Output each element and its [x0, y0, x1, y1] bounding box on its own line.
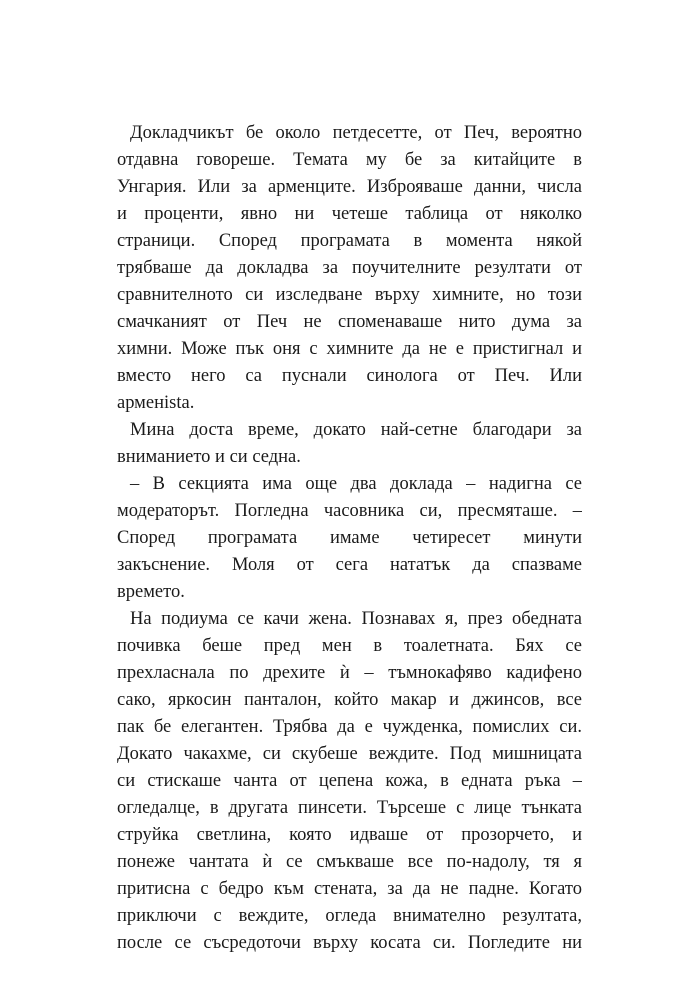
book-page — [117, 120, 582, 957]
text-line: вниманието и си седна. — [117, 447, 301, 467]
text-line: трябваше да докладва за поучителните резултати от — [117, 258, 582, 278]
paragraph-3 — [117, 471, 582, 606]
text-line: после се съсредоточи върху косата си. Погледите ни — [117, 933, 582, 953]
text-line: приключи с веждите, огледа внимателно резултата, — [117, 906, 582, 926]
text-line: химни. Може пък оня с химните да не е пристигнал и — [117, 339, 582, 359]
paragraph-2 — [117, 417, 582, 471]
paragraph-1 — [117, 120, 582, 417]
text-line: страници. Според програмата в момента някой — [117, 231, 582, 251]
text-line: Докато чакахме, си скубеше веждите. Под мишницата — [117, 744, 582, 764]
text-line: струйка светлина, която идваше от прозорчето, и — [117, 825, 582, 845]
text-line: почивка беше пред мен в тоалетната. Бях се — [117, 636, 582, 656]
text-line: арменista. — [117, 393, 195, 413]
text-line: закъснение. Моля от сега нататък да спазваме — [117, 555, 582, 575]
text-line: и проценти, явно ни четеше таблица от няколко — [117, 204, 582, 224]
text-line: си стискаше чанта от цепена кожа, в едната ръка – — [117, 771, 582, 791]
text-line: вместо него са пуснали синолога от Печ. Или — [117, 366, 582, 386]
text-line: отдавна говореше. Темата му бе за китайците в — [117, 150, 582, 170]
text-line: модераторът. Погледна часовника си, пресмяташе. – — [117, 501, 582, 521]
paragraph-4 — [117, 606, 582, 957]
text-line: пак бе елегантен. Трябва да е чужденка, помислих си. — [117, 717, 582, 737]
text-line: Според програмата имаме четиресет минути — [117, 528, 582, 548]
text-line: прехласнала по дрехите ѝ – тъмнокафяво кадифено — [117, 663, 582, 683]
text-line: Докладчикът бе около петдесетте, от Печ, вероятно — [130, 123, 582, 143]
text-line: – В секцията има още два доклада – надигна се — [130, 474, 582, 494]
text-line: Унгария. Или за арменците. Изброяваше данни, числа — [117, 177, 582, 197]
text-line: времето. — [117, 582, 185, 602]
text-line: смачканият от Печ не споменаваше нито дума за — [117, 312, 582, 332]
text-line: огледалце, в другата пинсети. Търсеше с лице тънката — [117, 798, 582, 818]
text-line: сравнителното си изследване върху химните, но този — [117, 285, 582, 305]
text-line: Мина доста време, докато най-сетне благодари за — [130, 420, 582, 440]
text-line: сако, яркосин панталон, който макар и джинсов, все — [117, 690, 582, 710]
text-line: На подиума се качи жена. Познавах я, през обедната — [130, 609, 582, 629]
text-line: притисна с бедро към стената, за да не падне. Когато — [117, 879, 582, 899]
text-line: понеже чантата ѝ се смъкваше все по-надолу, тя я — [117, 852, 582, 872]
